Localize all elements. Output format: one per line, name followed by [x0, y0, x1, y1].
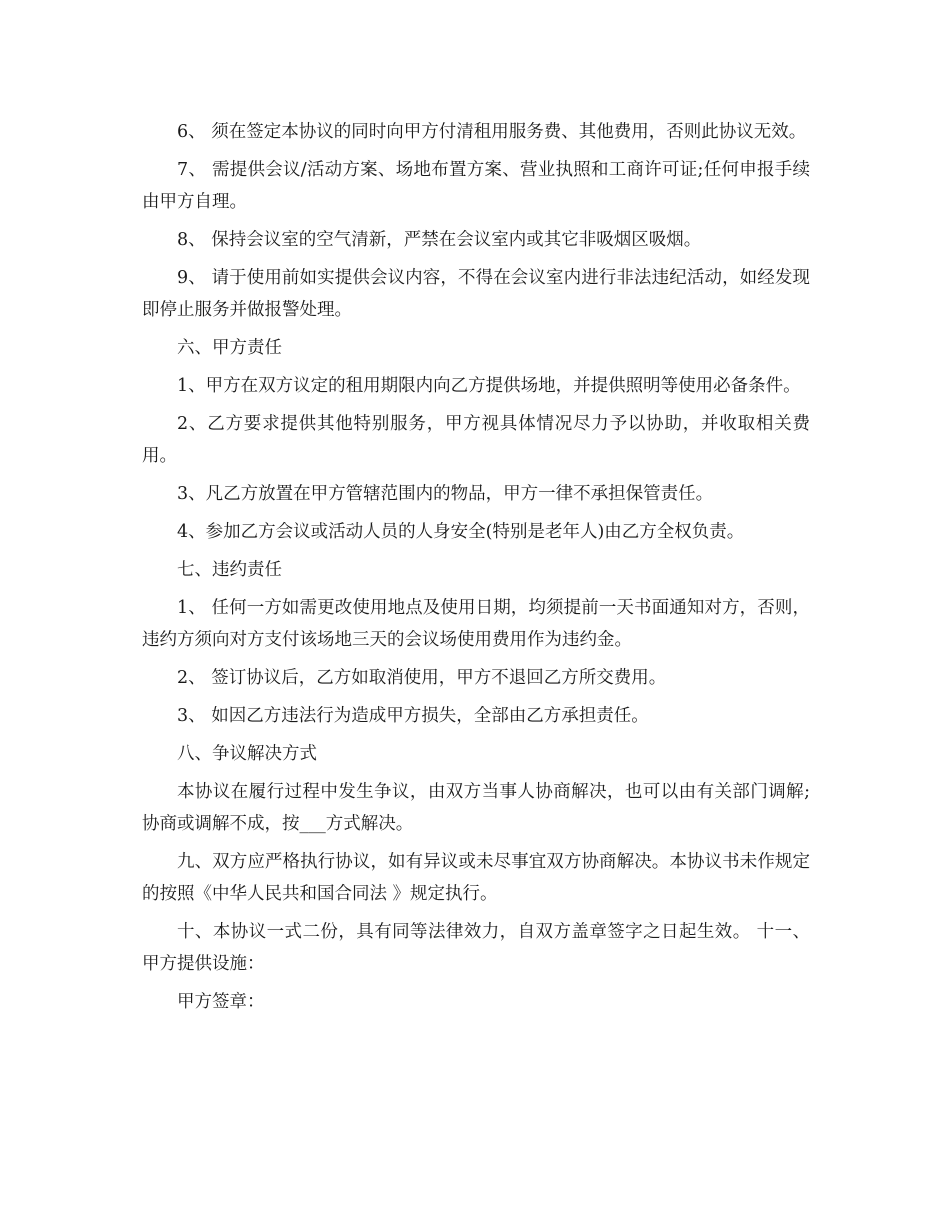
clause-9-content-disclosure: 9、 请于使用前如实提供会议内容，不得在会议室内进行非法违纪活动，如经发现即停止服务并做报警处理。 — [142, 268, 810, 320]
party-a-duty-4: 4、参加乙方会议或活动人员的人身安全(特别是老年人)由乙方全权负责。 — [177, 522, 745, 542]
party-a-duty-2: 2、乙方要求提供其他特别服务，甲方视具体情况尽力予以协助，并收取相关费用。 — [142, 414, 810, 466]
section-ten-effectiveness: 十、本协议一式二份，具有同等法律效力，自双方盖章签字之日起生效。 十一、甲方提供设施： — [142, 922, 810, 974]
section-nine-execution: 九、双方应严格执行协议，如有异议或未尽事宜双方协商解决。本协议书未作规定的按照《中华人民共和国合同法 》规定执行。 — [142, 852, 810, 904]
clause-7-documents: 7、 需提供会议/活动方案、场地布置方案、营业执照和工商许可证;任何申报手续由甲方自理。 — [142, 160, 810, 212]
document-body — [142, 116, 810, 1024]
breach-clause-1: 1、 任何一方如需更改使用地点及使用日期，均须提前一天书面通知对方，否则，违约方须向对方支付该场地三天的会议场使用费用作为违约金。 — [142, 598, 810, 650]
breach-clause-3: 3、 如因乙方违法行为造成甲方损失，全部由乙方承担责任。 — [177, 706, 649, 726]
section-heading-party-a-duties: 六、甲方责任 — [177, 338, 282, 358]
breach-clause-2: 2、 签订协议后，乙方如取消使用，甲方不退回乙方所交费用。 — [177, 668, 667, 688]
party-a-duty-3: 3、凡乙方放置在甲方管辖范围内的物品，甲方一律不承担保管责任。 — [177, 484, 714, 504]
dispute-resolution-text: 本协议在履行过程中发生争议，由双方当事人协商解决，也可以由有关部门调解;协商或调解不成，按___方式解决。 — [142, 782, 810, 834]
party-a-signature-line: 甲方签章： — [177, 992, 265, 1012]
section-heading-dispute-resolution: 八、争议解决方式 — [177, 744, 317, 764]
clause-6-payment: 6、 须在签定本协议的同时向甲方付清租用服务费、其他费用，否则此协议无效。 — [177, 122, 807, 142]
clause-8-no-smoking: 8、 保持会议室的空气清新，严禁在会议室内或其它非吸烟区吸烟。 — [177, 230, 702, 250]
party-a-duty-1: 1、甲方在双方议定的租用期限内向乙方提供场地，并提供照明等使用必备条件。 — [177, 376, 801, 396]
section-heading-breach-liability: 七、违约责任 — [177, 560, 282, 580]
